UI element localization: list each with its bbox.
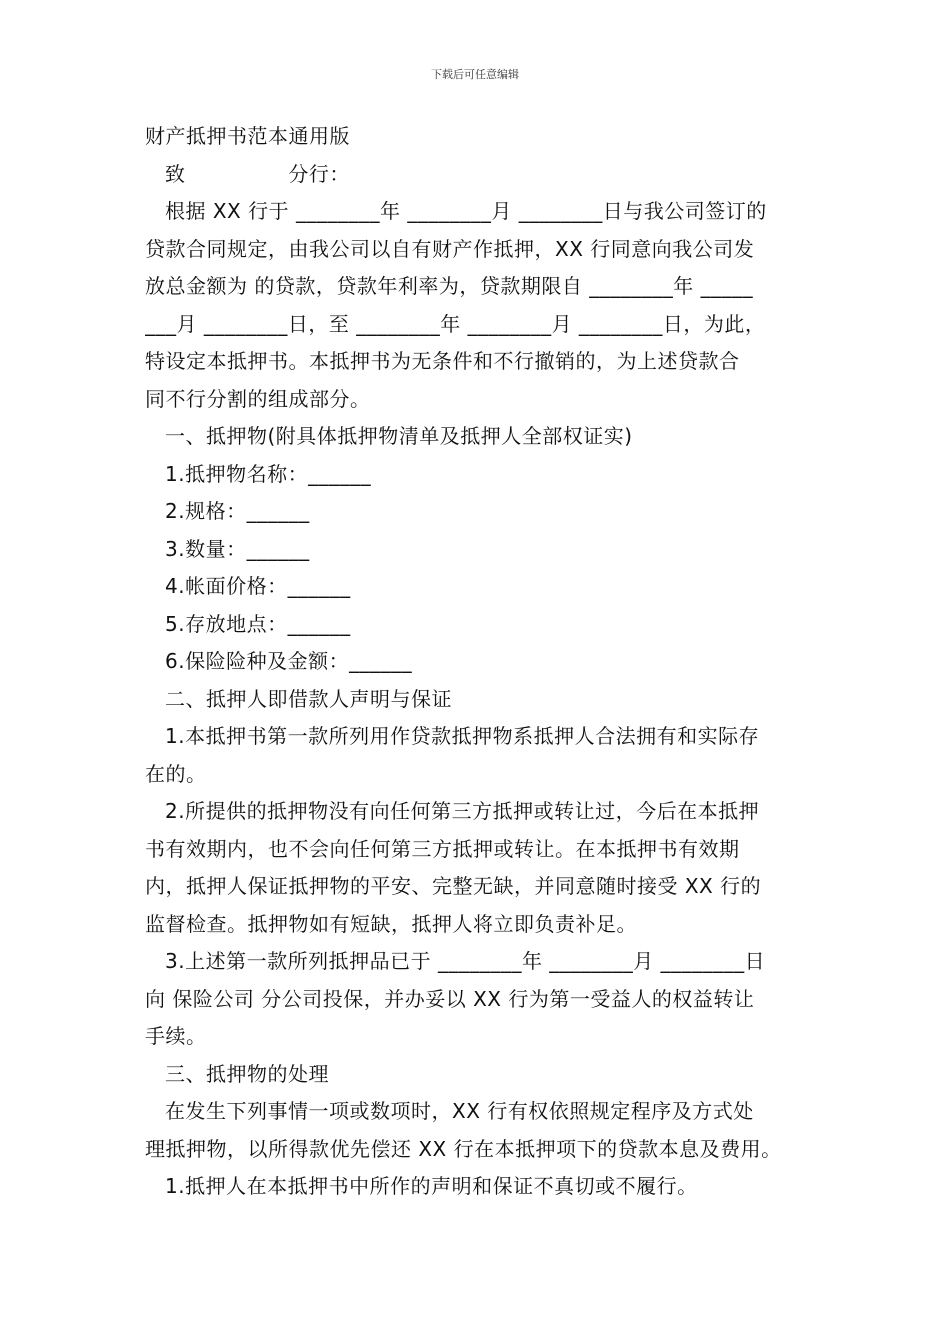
text-line: 致 分行： [165, 161, 350, 186]
text-line: 手续。 [145, 1024, 207, 1048]
text-line: 根据 XX 行于 ________年 ________月 ________日与我公司签订的 [165, 199, 767, 223]
text-line: 5.存放地点：______ [165, 611, 351, 636]
text-line: 特设定本抵押书。本抵押书为无条件和不行撤销的，为上述贷款合 [145, 349, 740, 373]
text-line: 贷款合同规定，由我公司以自有财产作抵押，XX 行同意向我公司发 [145, 236, 755, 261]
document-title: 财产抵押书范本通用版 [145, 124, 350, 148]
text-line: 2.所提供的抵押物没有向任何第三方抵押或转让过，今后在本抵押 [165, 799, 760, 823]
text-line: 内，抵押人保证抵押物的平安、完整无缺，并同意随时接受 XX 行的 [145, 874, 762, 898]
text-line: 3.数量：______ [165, 536, 310, 561]
text-line: 1.抵押人在本抵押书中所作的声明和保证不真切或不履行。 [165, 1174, 698, 1198]
text-line: 书有效期内，也不会向任何第三方抵押或转让。在本抵押书有效期 [145, 836, 740, 861]
text-line: 1.本抵押书第一款所列用作贷款抵押物系抵押人合法拥有和实际存 [165, 724, 760, 748]
text-line: 监督检查。抵押物如有短缺，抵押人将立即负责补足。 [145, 911, 637, 936]
text-line: 同不行分割的组成部分。 [145, 386, 371, 411]
text-line: ___月 ________日，至 ________年 ________月 ________日，为此， [145, 311, 766, 336]
text-line: 2.规格：______ [165, 499, 310, 523]
text-line: 二、抵押人即借款人声明与保证 [165, 686, 452, 711]
text-line: 4.帐面价格：______ [165, 574, 351, 598]
text-line: 向 保险公司 分公司投保，并办妥以 XX 行为第一受益人的权益转让 [145, 986, 755, 1011]
text-line: 1.抵押物名称：______ [165, 461, 372, 486]
text-line: 理抵押物，以所得款优先偿还 XX 行在本抵押项下的贷款本息及费用。 [145, 1136, 782, 1161]
header-note: 下载后可任意编辑 [431, 68, 519, 81]
text-line: 在发生下列事情一项或数项时，XX 行有权依照规定程序及方式处 [165, 1099, 754, 1123]
text-line: 在的。 [145, 761, 207, 786]
text-line: 三、抵押物的处理 [165, 1061, 329, 1086]
text-line: 放总金额为 的贷款，贷款年利率为，贷款期限自 ________年 _____ [145, 274, 754, 298]
text-line: 一、抵押物(附具体抵押物清单及抵押人全部权证实) [165, 424, 633, 448]
text-line: 6.保险险种及金额：______ [165, 649, 413, 673]
text-line: 3.上述第一款所列抵押品已于 ________年 ________月 ________日 [165, 949, 766, 973]
document-body [145, 118, 815, 1206]
